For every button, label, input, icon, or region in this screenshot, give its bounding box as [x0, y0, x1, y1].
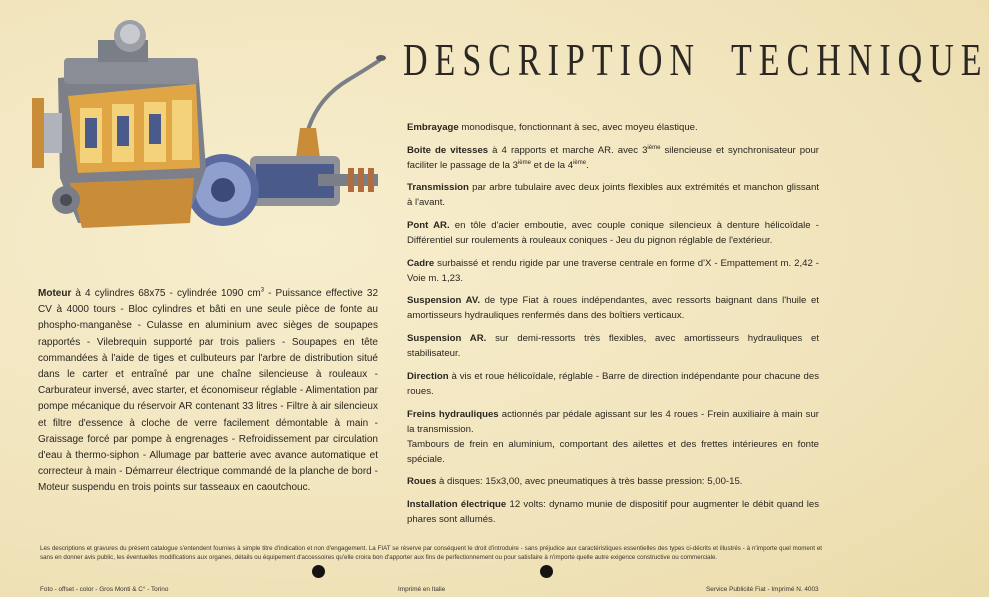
spec-label: Cadre: [407, 257, 435, 269]
spec-text: sur demi-ressorts très flexibles, avec amortisseurs hydrauliques et stabilisateur.: [407, 333, 819, 360]
spec-sup: ième: [573, 159, 587, 166]
spec-boite: [407, 143, 819, 173]
spec-text: en tôle d'acier emboutie, avec couple conique silencieux à denture hélicoïdale - Différentiel sur roulements à rouleaux coniques - Jeu du pignon réglable de l'extérieur.: [407, 220, 819, 247]
spec-freins: [407, 407, 819, 467]
spec-cadre: [407, 256, 819, 286]
disclaimer: Les descriptions et gravures du présent catalogue s'entendent fournies à simple titre d'indication et non d'engagement. La FIAT se réserve par conséquent le droit d'introduire - sans préjudice aux caractéristiques essentielles des types ci-décrits et illustrés - à n'importe quel moment et sans en donner avis public, les éventuelles modifications aux organes, détails ou équipement d'accessoires qu'elle croira bon d'apporter aux fins de perfectionnement ou pour satisfaire à n'importe quelle autre exigence constructive ou commerciale.: [40, 545, 822, 561]
moteur-label: Moteur: [38, 288, 72, 299]
spec-label: Installation électrique: [407, 498, 507, 510]
spec-text: et de la 4: [530, 159, 574, 171]
spec-label: Pont AR.: [407, 220, 450, 232]
spec-sup: ième: [647, 144, 661, 151]
spec-suspension-av: [407, 293, 819, 323]
spec-text: monodisque, fonctionnant à sec, avec moyeu élastique.: [458, 122, 698, 133]
spec-list: [407, 120, 819, 535]
spec-text: surbaissé et rendu rigide par une traverse centrale en forme d'X - Empattement m. 2,42 - Voie m. 1,23.: [407, 257, 819, 284]
spec-text: à vis et roue hélicoïdale, réglable - Barre de direction indépendante pour chacune des roues.: [407, 370, 819, 397]
moteur-text-pre: à 4 cylindres 68x75 - cylindrée 1090 cm: [71, 288, 261, 299]
spec-installation: [407, 497, 819, 527]
spec-label: Direction: [407, 370, 449, 382]
page-title: [403, 36, 989, 87]
binder-hole-right: [540, 565, 553, 578]
binder-hole-left: [312, 565, 325, 578]
spec-text: .: [586, 159, 589, 171]
spec-text: par arbre tubulaire avec deux joints flexibles aux extrémités et manchon glissant à l'avant.: [407, 182, 819, 209]
spec-text: silencieuse et synchronisateur pour faciliter le passage de la 3: [407, 144, 819, 171]
spec-label: Transmission: [407, 182, 469, 194]
spec-text-2: Tambours de frein en aluminium, comportant des ailettes et des frettes intérieures en fonte spéciale.: [407, 438, 819, 465]
footer-printer: Foto - offset - color - Gros Monti & C° - Torino: [40, 586, 169, 593]
spec-label: Embrayage: [407, 122, 459, 133]
spec-roues: [407, 474, 819, 489]
spec-label: Freins hydrauliques: [407, 408, 499, 420]
moteur-paragraph: [38, 286, 378, 497]
spec-text: 12 volts: dynamo munie de dispositif pour augmenter le débit quand les phares sont allumés.: [407, 498, 819, 525]
spec-label: Suspension AR.: [407, 333, 487, 345]
spec-transmission: [407, 180, 819, 210]
spec-pont: [407, 218, 819, 248]
engine-cutaway-illustration: [18, 18, 393, 243]
spec-text: à disques: 15x3,00, avec pneumatiques à très basse pression: 5,00-15.: [436, 476, 743, 488]
spec-label: Roues: [407, 476, 437, 488]
footer-service: Service Publicité Fiat - Imprimé N. 4003: [706, 586, 819, 593]
spec-label: Boite de vitesses: [407, 144, 489, 156]
moteur-sup: 3: [260, 287, 265, 294]
spec-label: Suspension AV.: [407, 295, 480, 307]
spec-embrayage: [407, 120, 819, 135]
moteur-text: - Puissance effective 32 CV à 4000 tours - Bloc cylindres et bâti en une seule pièce de fonte au phospho-manganèse - Culasse en aluminium avec sièges de soupapes rapportés - Vilebrequin supporté par trois paliers - Soupapes en tête commandées à l'aide de tiges et culbuteurs par l'arbre de distribution situé dans le carter et entraîné par une chaîne silencieuse à rouleaux - Carburateur inversé, avec starter, et économiseur réglable - Alimentation par pompe mécanique du réservoir AR contenant 33 litres - Filtre à air silencieux et filtre d'essence à cloche de verre facilement démontable à main - Graissage forcé par pompe à engrenages - Refroidissement par circulation d'eau à thermo-siphon - Allumage par batterie avec avance automatique et correcteur à main - Démarreur électrique commandé de la planche de bord - Moteur suspendu en trois points sur tasseaux en caoutchouc.: [38, 288, 378, 494]
footer-origin: Imprimé en Italie: [398, 586, 446, 593]
spec-direction: [407, 369, 819, 399]
spec-text: de type Fiat à roues indépendantes, avec ressorts baignant dans l'huile et amortisseurs hydrauliques renfermés dans des boîtiers verticaux.: [407, 295, 819, 322]
spec-suspension-ar: [407, 331, 819, 361]
title-word-technique: TECHNIQUE: [731, 36, 989, 86]
spec-sup: ième: [517, 159, 531, 166]
spec-text: actionnés par pédale agissant sur les 4 roues - Frein auxiliaire à main sur la transmission.: [407, 408, 819, 435]
title-word-description: DESCRIPTION: [403, 36, 702, 86]
spec-text: à 4 rapports et marche AR. avec 3: [488, 144, 648, 156]
